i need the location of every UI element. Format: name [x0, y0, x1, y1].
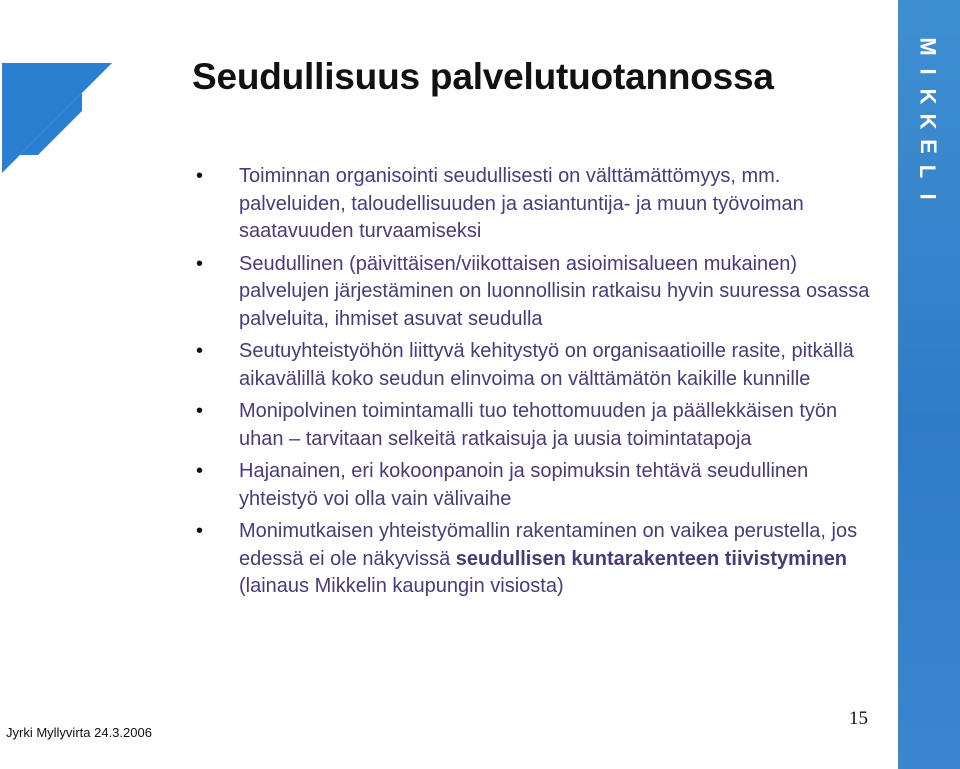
- footer-author-date: Jyrki Myllyvirta 24.3.2006: [6, 725, 152, 740]
- brand-letter: M: [915, 37, 941, 56]
- bullet-text: Monipolvinen toimintamalli tuo tehottomuuden ja päällekkäisen työn uhan – tarvitaan selkeitä ratkaisuja ja uusia toimintatapoja: [239, 400, 838, 450]
- bullet-dot-icon: •: [196, 252, 204, 275]
- bullet-dot-icon: •: [196, 520, 204, 542]
- triangle-logo-icon: [2, 63, 112, 173]
- brand-letter: K: [915, 113, 941, 130]
- bullet-dot-icon: •: [196, 460, 204, 482]
- bullet-text: Monimutkaisen yhteistyömallin rakentaminen on vaikea perustella, jos edessä ei ole näkyvissä: [239, 520, 858, 570]
- bullet-text: Toiminnan organisointi seudullisesti on välttämättömyys, mm. palveluiden, taloudellisuuden ja asiantuntija- ja muun työvoiman saatavuuden turvaamiseksi: [239, 165, 804, 242]
- bullet-item: [196, 458, 876, 513]
- bullet-text-bold: seudullisen kuntarakenteen tiivistyminen: [455, 547, 848, 570]
- brand-letter: L: [915, 164, 941, 179]
- bullet-item: [196, 251, 876, 334]
- bullet-text: Seutuyhteistyöhön liittyvä kehitystyö on organisaatioille rasite, pitkällä aikavälillä koko seudun elinvoima on välttämätön kaikille kunnille: [239, 340, 854, 390]
- brand-letter: E: [915, 139, 941, 154]
- bullet-dot-icon: •: [196, 400, 204, 422]
- page-number: 15: [849, 708, 868, 729]
- bullet-text: Seudullinen (päivittäisen/viikottaisen asioimisalueen mukainen) palvelujen järjestäminen on luonnollisin ratkaisu hyvin suuressa osassa palveluita, ihmiset asuvat seudulla: [239, 252, 870, 330]
- bullet-item: [196, 163, 876, 246]
- bullet-item: [196, 518, 876, 601]
- brand-wordmark: [912, 34, 944, 209]
- brand-letter: I: [915, 193, 941, 200]
- bullet-item: [196, 398, 876, 453]
- bullet-text: (lainaus Mikkelin kaupungin visiosta): [239, 575, 564, 597]
- bullet-list: [196, 163, 876, 606]
- slide-title: Seudullisuus palvelutuotannossa: [192, 56, 774, 97]
- brand-letter: K: [915, 88, 941, 105]
- bullet-dot-icon: •: [196, 340, 204, 362]
- bullet-dot-icon: •: [196, 165, 204, 187]
- bullet-text: Hajanainen, eri kokoonpanoin ja sopimuksin tehtävä seudullinen yhteistyö voi olla vain välivaihe: [239, 460, 809, 510]
- brand-letter: I: [915, 68, 941, 75]
- bullet-item: [196, 338, 876, 393]
